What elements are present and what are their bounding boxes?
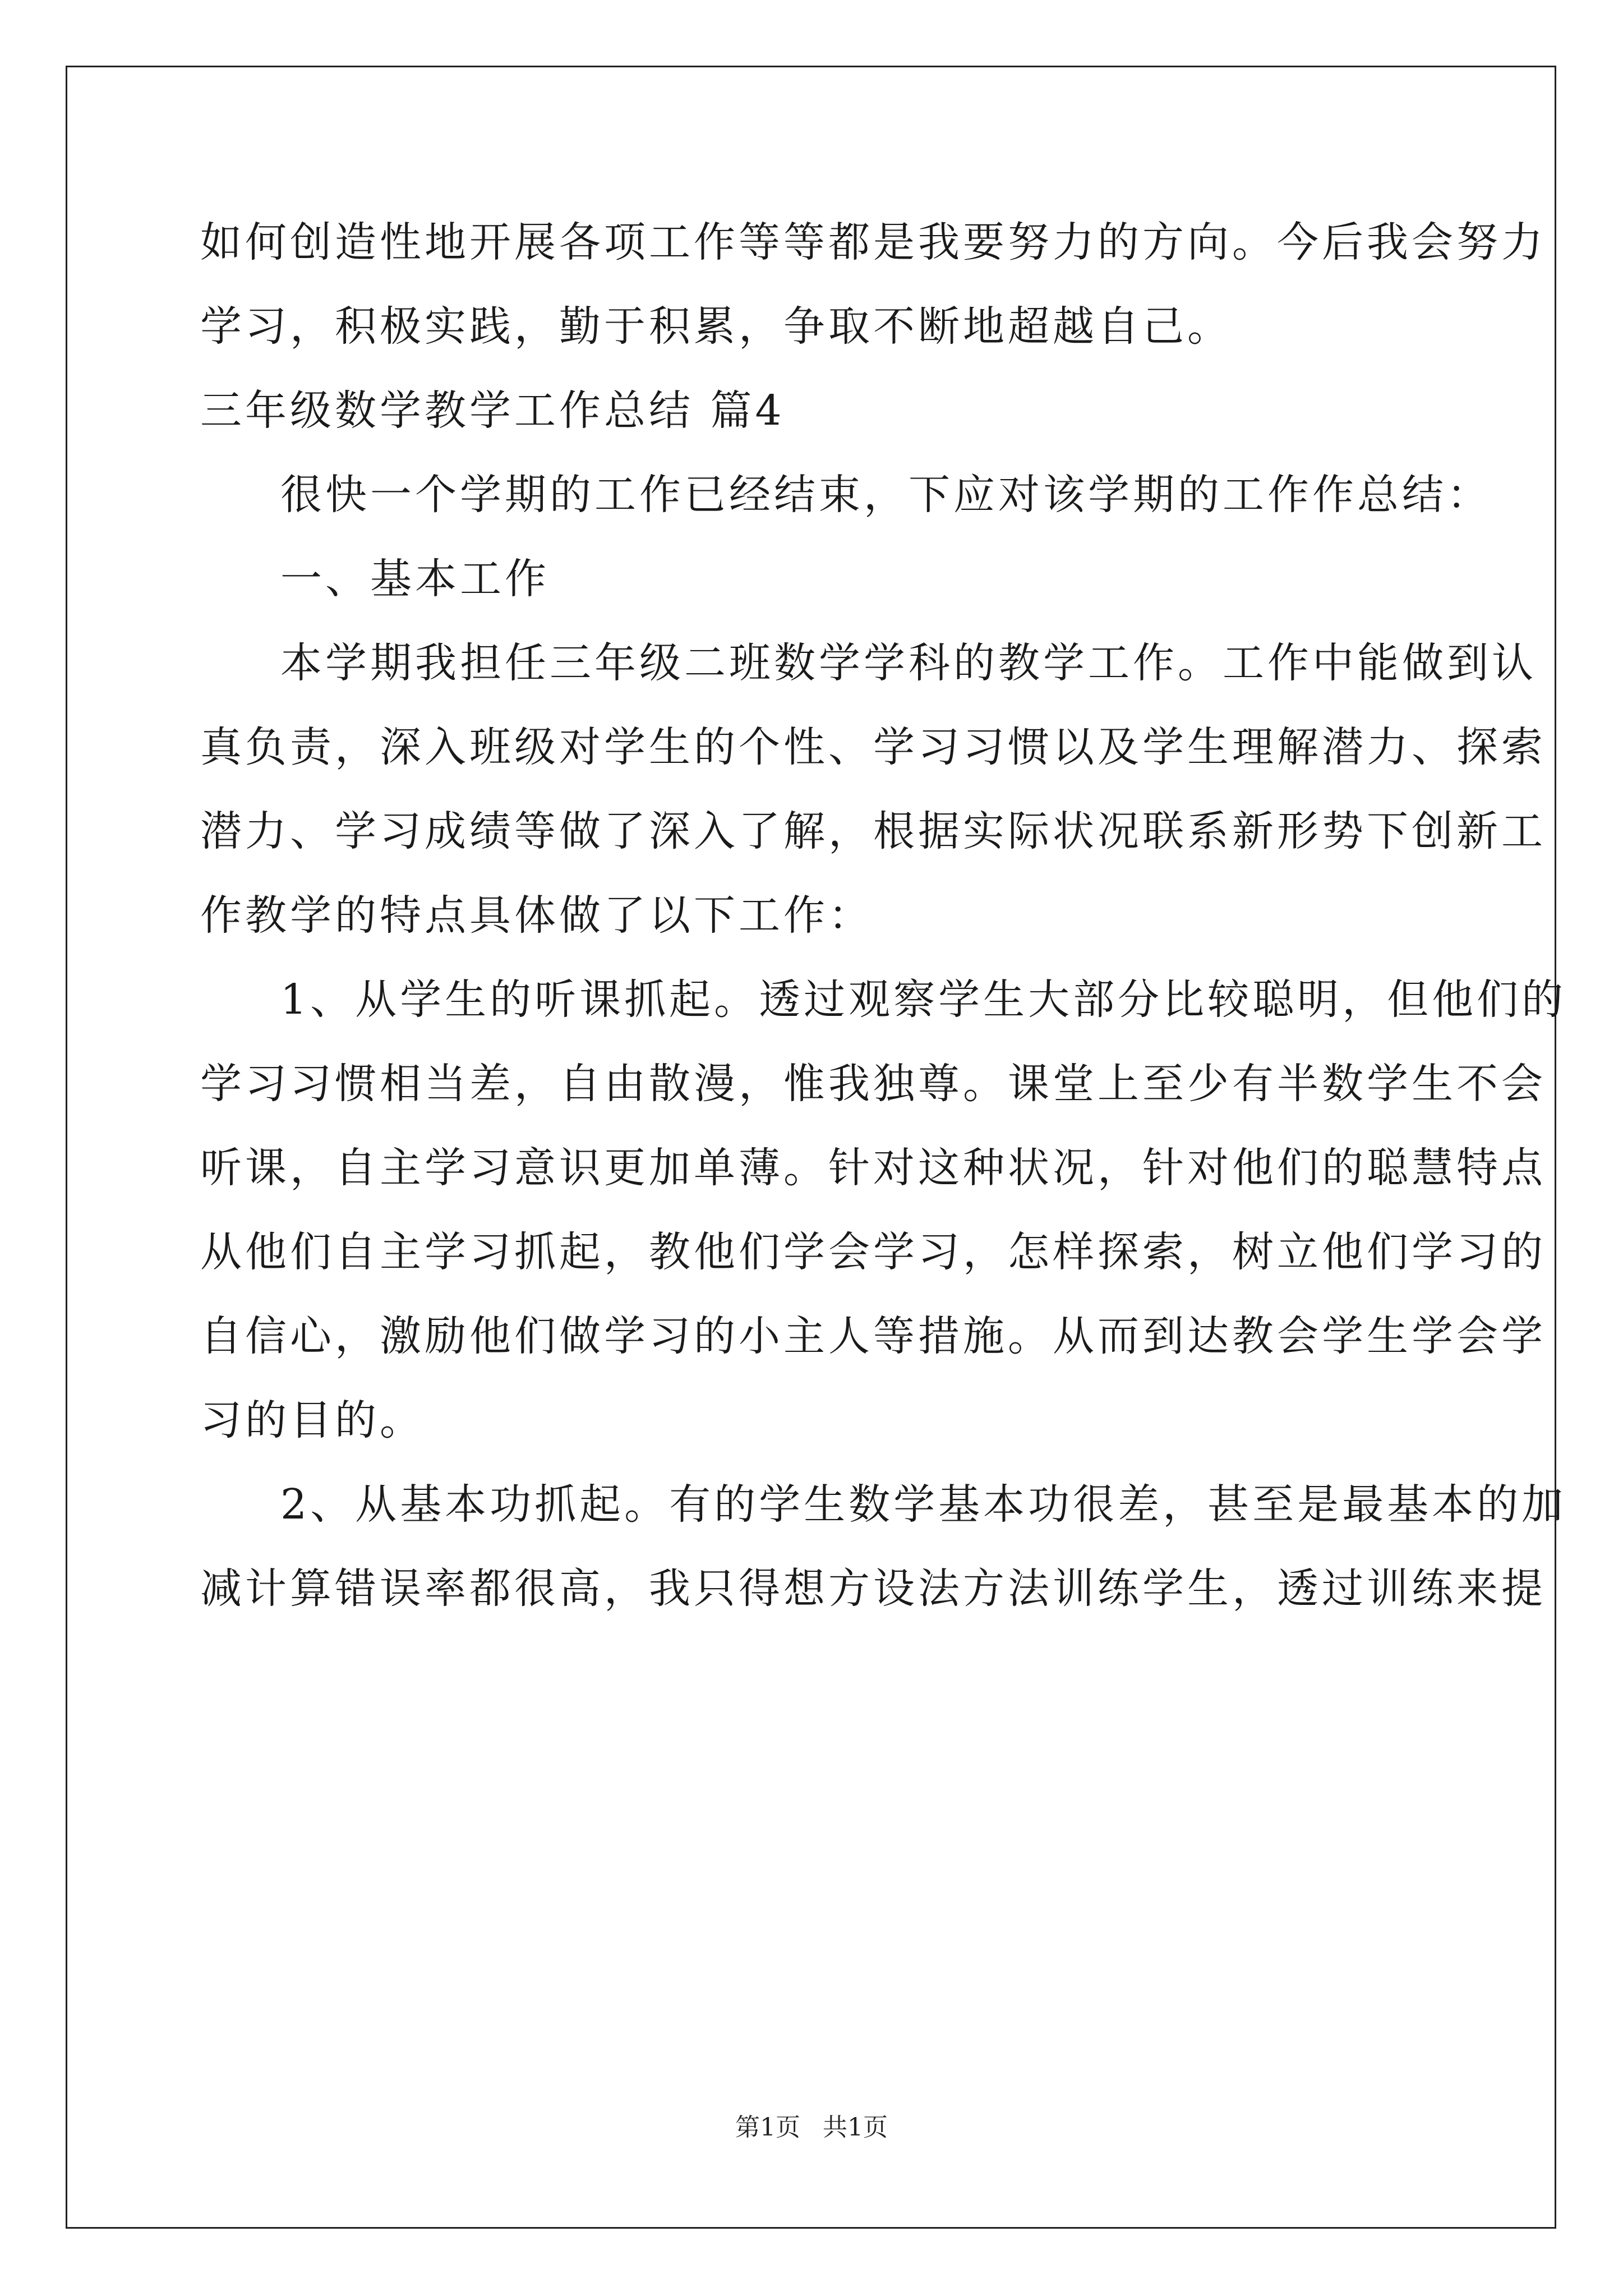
- text-line: 真负责，深入班级对学生的个性、学习习惯以及学生理解潜力、探索: [200, 723, 1546, 771]
- section-heading: 三年级数学教学工作总结 篇4: [200, 386, 785, 435]
- text-line: 作教学的特点具体做了以下工作：: [200, 891, 873, 940]
- page-footer: [0, 2111, 1623, 2145]
- list-item-1: 1、从学生的听课抓起。透过观察学生大部分比较聪明，但他们的: [280, 976, 1567, 1024]
- text-line: 潜力、学习成绩等做了深入了解，根据实际状况联系新形势下创新工: [200, 807, 1546, 855]
- text-line: 自信心，激励他们做学习的小主人等措施。从而到达教会学生学会学: [200, 1312, 1546, 1360]
- text-line: 从他们自主学习抓起，教他们学会学习，怎样探索，树立他们学习的: [200, 1228, 1546, 1276]
- subheading-basic-work: 一、基本工作: [280, 555, 550, 603]
- page-total: 共1页: [823, 2113, 888, 2142]
- text-line: 习的目的。: [200, 1396, 425, 1444]
- text-line: 学习习惯相当差，自由散漫，惟我独尊。课堂上至少有半数学生不会: [200, 1060, 1546, 1108]
- paragraph-start: 本学期我担任三年级二班数学学科的教学工作。工作中能做到认: [280, 639, 1537, 687]
- text-line: 学习，积极实践，勤于积累，争取不断地超越自己。: [200, 302, 1232, 351]
- list-item-2: 2、从基本功抓起。有的学生数学基本功很差，甚至是最基本的加: [280, 1480, 1567, 1529]
- text-line: 听课，自主学习意识更加单薄。针对这种状况，针对他们的聪慧特点: [200, 1144, 1546, 1192]
- text-line: 减计算错误率都很高，我只得想方设法方法训练学生，透过训练来提: [200, 1565, 1546, 1613]
- text-line: 如何创造性地开展各项工作等等都是我要努力的方向。今后我会努力: [200, 218, 1546, 266]
- page-number: 第1页: [735, 2113, 800, 2142]
- paragraph-intro: 很快一个学期的工作已经结束，下应对该学期的工作作总结：: [280, 471, 1492, 519]
